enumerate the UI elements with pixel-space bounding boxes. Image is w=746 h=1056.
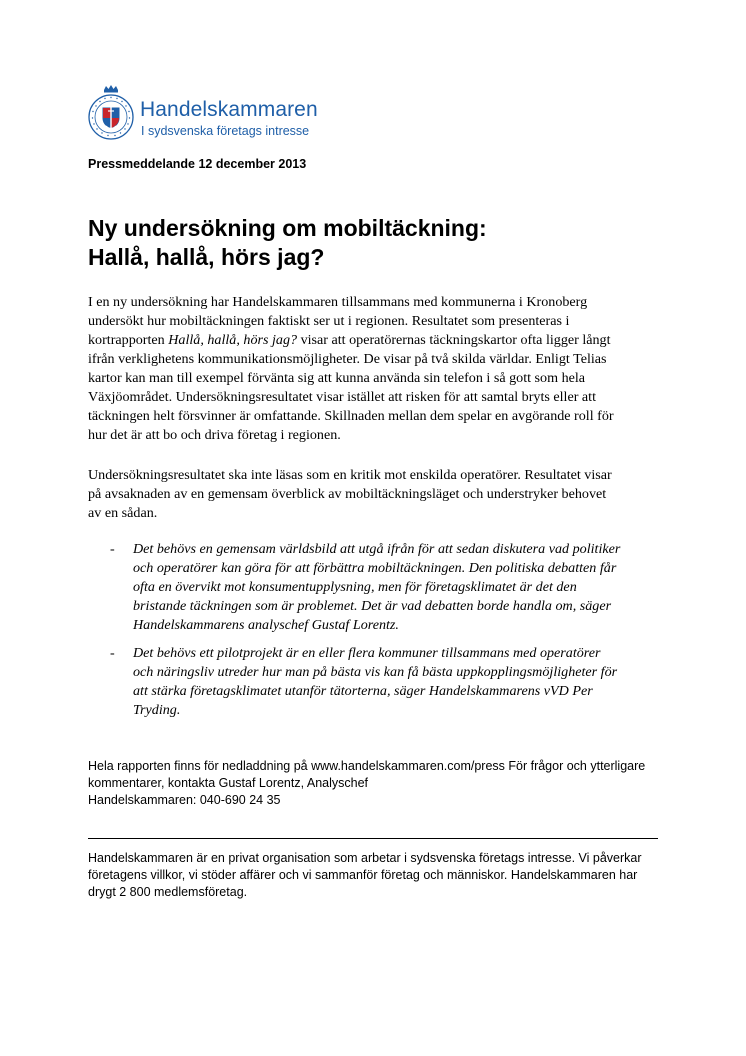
quote-line: ofta en övervikt mot konsumentupplysning, men för företagsklimatet är det den: [133, 579, 577, 595]
paragraph-line: på avsaknaden av en gemensam överblick av mobiltäckningsläget och understryker behovet: [88, 486, 607, 502]
about-boilerplate: [88, 850, 642, 901]
paragraph-text: visar att operatörernas täckningskartor ofta ligger långt: [297, 332, 611, 348]
headline: [88, 214, 487, 272]
quote-line: Det behövs ett pilotprojekt är en eller flera kommuner tillsammans med operatörer: [133, 645, 601, 661]
paragraph-line: Undersökningsresultatet ska inte läsas som en kritik mot enskilda operatörer. Resultatet visar: [88, 467, 612, 483]
quote-line: och näringsliv utreder hur man på bästa vis kan få bästa uppkopplingsmöjligheter för: [133, 664, 618, 680]
headline-line-1: Ny undersökning om mobiltäckning:: [88, 215, 487, 241]
quote-line: Det behövs en gemensam världsbild att utgå ifrån för att sedan diskutera vad politiker: [133, 541, 621, 557]
list-dash: -: [110, 645, 115, 661]
quote-text: [133, 644, 617, 720]
paragraph-line: undersökt hur mobiltäckningen faktiskt ser ut i regionen. Resultatet som presenteras i: [88, 313, 570, 329]
second-paragraph: [88, 466, 668, 523]
handelskammaren-logo: [86, 84, 346, 140]
quote-text: [133, 540, 620, 635]
paragraph-text: kortrapporten: [88, 332, 169, 348]
quote-line: bristande täckningen som är problemet. Det är vad debatten borde handla om, säger: [133, 598, 612, 614]
contact-line: kommentarer, kontakta Gustaf Lorentz, Analyschef: [88, 776, 369, 790]
brand-name: Handelskammaren: [140, 98, 318, 121]
contact-info: [88, 758, 645, 809]
about-line: drygt 2 800 medlemsföretag.: [88, 885, 248, 899]
paragraph-line: av en sådan.: [88, 505, 158, 521]
footer-divider: [88, 838, 658, 839]
contact-line: Handelskammaren: 040-690 24 35: [88, 793, 281, 807]
about-line: Handelskammaren är en privat organisation som arbetar i sydsvenska företags intresse. Vi påverkar: [88, 851, 642, 865]
press-release-dateline: Pressmeddelande 12 december 2013: [88, 157, 307, 171]
intro-paragraph: [88, 293, 668, 445]
quote-line: att stärka företagsklimatet utanför tätorterna, säger Handelskammarens vVD Per: [133, 683, 593, 699]
quote-line: Tryding.: [133, 702, 181, 718]
crest-emblem-icon: [86, 84, 136, 142]
contact-line: Hela rapporten finns för nedladdning på www.handelskammaren.com/press För frågor och ytterligare: [88, 759, 646, 773]
paragraph-line: kartor kan man till exempel förvänta sig att kunna använda sin telefon i så gott som hela: [88, 370, 586, 386]
paragraph-line: hur det är att bo och driva företag i regionen.: [88, 427, 341, 443]
paragraph-line: [88, 331, 668, 350]
report-title: Hallå, hallå, hörs jag?: [168, 332, 298, 348]
brand-tagline: I sydsvenska företags intresse: [141, 124, 310, 138]
paragraph-line: ifrån verklighetens kommunikationsmöjligheter. De visar på två skilda världar. Enligt Telias: [88, 351, 607, 367]
quote-line: och operatörer kan göra för att förbättra mobiltäckningen. Den politiska debatten får: [133, 560, 617, 576]
paragraph-line: Växjöområdet. Undersökningsresultatet visar istället att risken för att samtal bryts eller att: [88, 389, 597, 405]
paragraph-line: I en ny undersökning har Handelskammaren tillsammans med kommunerna i Kronoberg: [88, 294, 588, 310]
about-line: företagens villkor, vi stöder affärer och vi sammanför företag och människor. Handelskammaren har: [88, 868, 638, 882]
headline-line-2: Hallå, hallå, hörs jag?: [88, 244, 325, 270]
paragraph-line: täckningen helt försvinner är omfattande. Skillnaden mellan dem spelar en avgörande roll för: [88, 408, 614, 424]
list-dash: -: [110, 541, 115, 557]
quote-line: Handelskammarens analyschef Gustaf Lorentz.: [133, 617, 399, 633]
